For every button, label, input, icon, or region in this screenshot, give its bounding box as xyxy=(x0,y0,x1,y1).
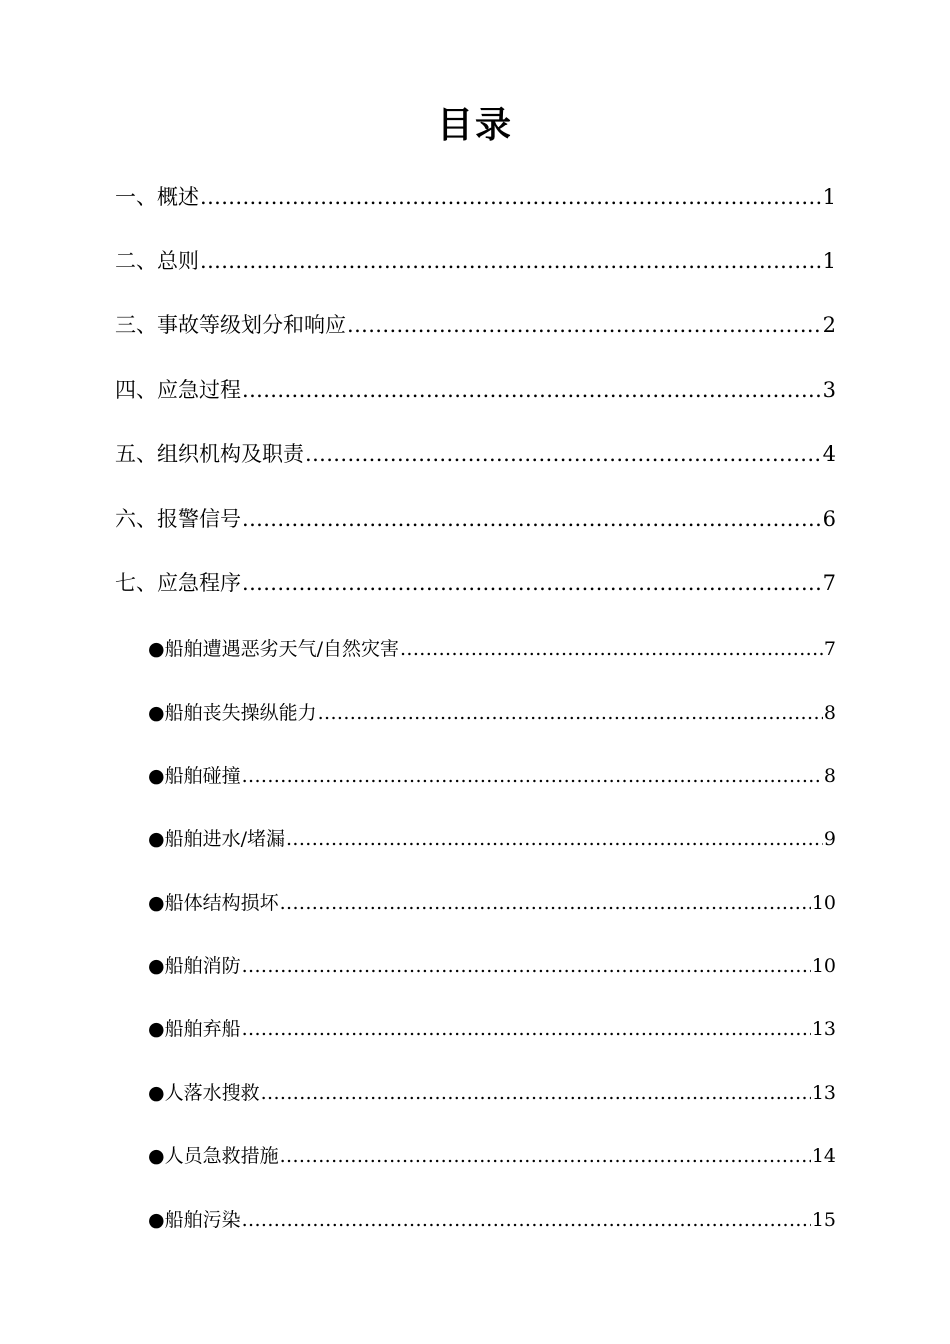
toc-subentry-page: 7 xyxy=(823,638,836,660)
toc-entry-label: 五、组织机构及职责 xyxy=(115,442,304,466)
dot-leader xyxy=(242,955,811,977)
toc-subentry-label: ●船舶进水/堵漏 xyxy=(148,828,285,850)
toc-subentry-label: ●船舶丧失操纵能力 xyxy=(148,702,317,724)
toc-entry-page: 7 xyxy=(822,571,836,595)
dot-leader xyxy=(318,702,823,724)
toc-subentry xyxy=(148,761,836,788)
toc-entry-page: 3 xyxy=(822,378,836,402)
dot-leader xyxy=(200,185,822,209)
toc-entry-page: 4 xyxy=(822,442,836,466)
toc-entry-label: 一、概述 xyxy=(115,185,199,209)
toc-entry-label: 七、应急程序 xyxy=(115,571,241,595)
toc-subentry-label: ●船舶污染 xyxy=(148,1209,241,1231)
dot-leader xyxy=(242,378,822,402)
toc-subentry xyxy=(148,634,836,661)
toc-entry xyxy=(115,245,836,275)
toc-subentry-page: 15 xyxy=(811,1209,836,1231)
dot-leader xyxy=(242,507,822,531)
toc-entry-label: 三、事故等级划分和响应 xyxy=(115,313,346,337)
dot-leader xyxy=(305,442,822,466)
toc-subentry-page: 8 xyxy=(823,702,836,724)
dot-leader xyxy=(242,571,822,595)
toc-subentry xyxy=(148,888,836,915)
toc-subentry-label: ●船舶消防 xyxy=(148,955,241,977)
toc-entry-page: 1 xyxy=(822,185,836,209)
toc-subentry-page: 10 xyxy=(811,892,836,914)
toc-entry xyxy=(115,567,836,597)
toc-subentry-page: 9 xyxy=(823,828,836,850)
toc-subentry xyxy=(148,1141,836,1168)
dot-leader xyxy=(242,1209,811,1231)
dot-leader xyxy=(242,765,823,787)
toc-subentry-label: ●船体结构损坏 xyxy=(148,892,279,914)
toc-entry xyxy=(115,438,836,468)
toc-entry-label: 四、应急过程 xyxy=(115,378,241,402)
toc-entry-page: 6 xyxy=(822,507,836,531)
toc-subentry-page: 13 xyxy=(811,1018,836,1040)
toc-subentry-label: ●船舶碰撞 xyxy=(148,765,241,787)
toc-entry-page: 2 xyxy=(822,313,836,337)
dot-leader xyxy=(280,1145,811,1167)
dot-leader xyxy=(261,1082,811,1104)
toc-subentry-label: ●人员急救措施 xyxy=(148,1145,279,1167)
dot-leader xyxy=(200,249,822,273)
dot-leader xyxy=(280,892,811,914)
dot-leader xyxy=(242,1018,811,1040)
dot-leader xyxy=(286,828,823,850)
toc-subentry-label: ●人落水搜救 xyxy=(148,1082,260,1104)
toc-entry xyxy=(115,374,836,404)
dot-leader xyxy=(347,313,822,337)
toc-entry-page: 1 xyxy=(822,249,836,273)
toc-entry xyxy=(115,309,836,339)
toc-entry-label: 二、总则 xyxy=(115,249,199,273)
toc-entry xyxy=(115,503,836,533)
toc-subentry xyxy=(148,1014,836,1041)
toc-title: 目录 xyxy=(436,105,513,146)
toc-subentry-label: ●船舶遭遇恶劣天气/自然灾害 xyxy=(148,638,399,660)
toc-subentry xyxy=(148,1205,836,1232)
toc-subentry xyxy=(148,824,836,851)
toc-subentry xyxy=(148,698,836,725)
toc-subentry xyxy=(148,951,836,978)
toc-entry xyxy=(115,181,836,211)
toc-subentry-page: 13 xyxy=(811,1082,836,1104)
toc-entry-label: 六、报警信号 xyxy=(115,507,241,531)
toc-subentry-page: 14 xyxy=(811,1145,836,1167)
toc-subentry-page: 8 xyxy=(823,765,836,787)
toc-subentry-page: 10 xyxy=(811,955,836,977)
toc-subentry-label: ●船舶弃船 xyxy=(148,1018,241,1040)
toc-subentry xyxy=(148,1078,836,1105)
dot-leader xyxy=(400,638,823,660)
